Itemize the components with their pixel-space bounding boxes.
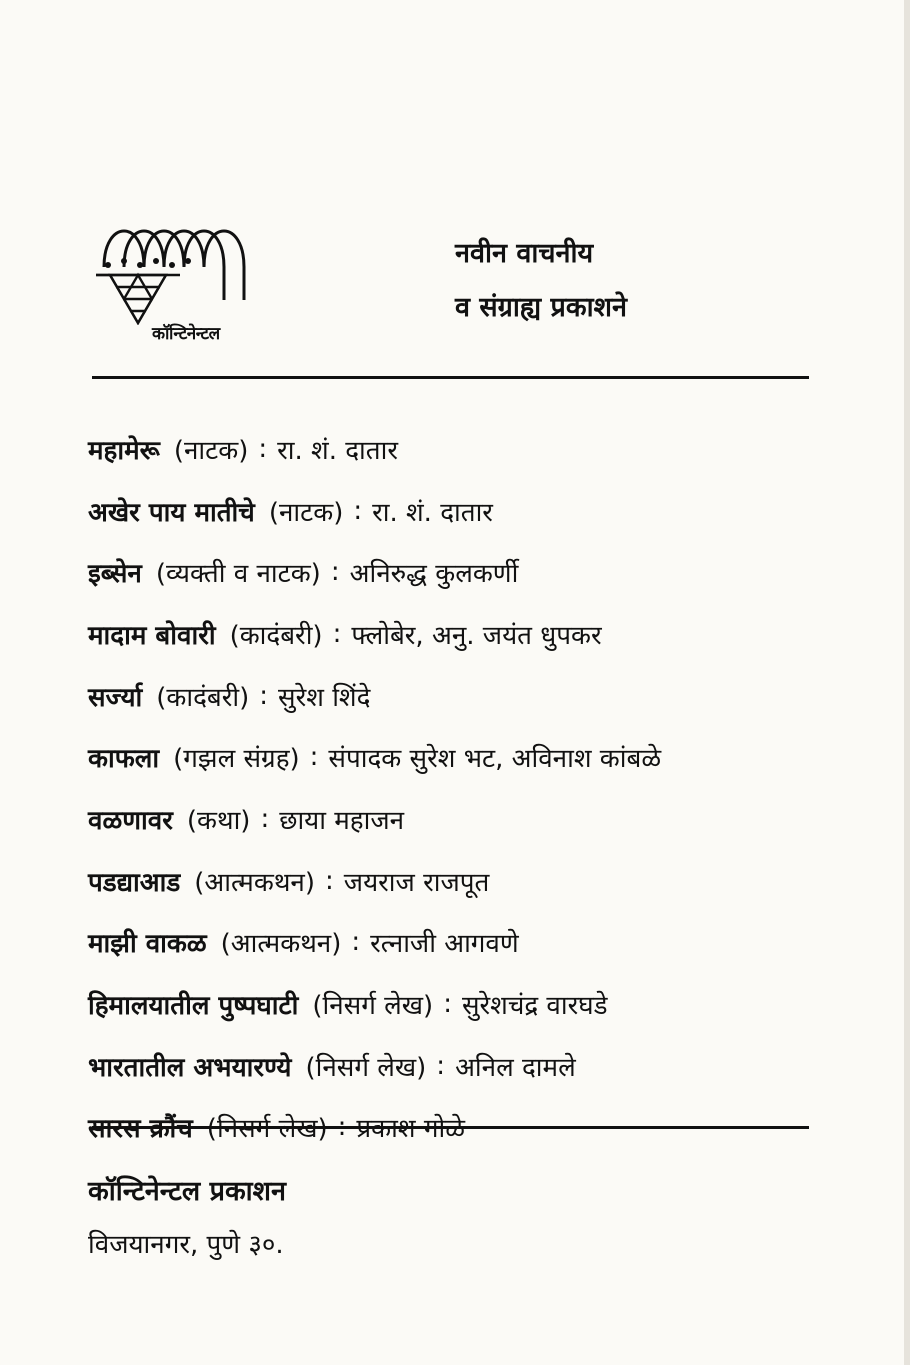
separator: : bbox=[443, 989, 452, 1020]
book-title: हिमालयातील पुष्पघाटी bbox=[88, 991, 299, 1022]
tagline bbox=[455, 227, 627, 335]
book-genre: (गझल संग्रह) bbox=[173, 744, 300, 775]
list-item bbox=[88, 665, 818, 727]
book-genre: (व्यक्ती व नाटक) bbox=[155, 559, 321, 590]
publisher-logo bbox=[90, 205, 260, 350]
header bbox=[90, 205, 810, 355]
separator: : bbox=[353, 495, 363, 526]
separator: : bbox=[332, 618, 342, 649]
book-genre: (कादंबरी) bbox=[156, 682, 250, 713]
list-item bbox=[88, 603, 818, 665]
separator: : bbox=[436, 1050, 446, 1081]
top-divider bbox=[92, 376, 809, 379]
book-title: इब्सेन bbox=[88, 559, 142, 590]
book-title: माझी वाकळ bbox=[88, 929, 207, 960]
publisher-name: कॉन्टिनेन्टल प्रकाशन bbox=[88, 1176, 287, 1207]
book-author: संपादक सुरेश भट, अविनाश कांबळे bbox=[328, 744, 662, 775]
book-genre: (निसर्ग लेख) bbox=[206, 1114, 328, 1145]
book-author: छाया महाजन bbox=[279, 805, 405, 836]
book-genre: (निसर्ग लेख) bbox=[312, 991, 434, 1022]
book-title: अखेर पाय मातीचे bbox=[88, 497, 255, 528]
book-genre: (नाटक) bbox=[268, 497, 344, 528]
book-genre: (कथा) bbox=[186, 805, 251, 836]
book-author: रत्नाजी आगवणे bbox=[370, 929, 519, 960]
separator: : bbox=[259, 680, 269, 711]
tagline-line-1: नवीन वाचनीय bbox=[455, 238, 594, 269]
list-item bbox=[88, 788, 818, 850]
tagline-line-2: व संग्राह्य प्रकाशने bbox=[455, 292, 627, 323]
book-author: सुरेशचंद्र वारघडे bbox=[461, 991, 608, 1022]
list-item bbox=[88, 418, 818, 480]
book-title: वळणावर bbox=[88, 805, 173, 836]
separator: : bbox=[325, 865, 334, 896]
separator: : bbox=[337, 1112, 347, 1143]
book-title: सर्ज्या bbox=[88, 682, 143, 713]
publisher-address: विजयानगर, पुणे ३०. bbox=[88, 1230, 284, 1260]
book-author: जयराज राजपूत bbox=[343, 867, 490, 898]
book-title: काफला bbox=[88, 744, 160, 775]
book-author: अनिरुद्ध कुलकर्णी bbox=[349, 559, 519, 590]
book-title: सारस क्रौंच bbox=[88, 1114, 193, 1145]
list-item bbox=[88, 480, 818, 542]
book-genre: (आत्मकथन) bbox=[220, 929, 342, 960]
publisher-block bbox=[88, 1165, 286, 1271]
list-item bbox=[88, 726, 818, 788]
book-title: मादाम बोवारी bbox=[88, 620, 216, 651]
arches-logo-icon bbox=[90, 205, 260, 325]
separator: : bbox=[258, 433, 268, 464]
book-genre: (आत्मकथन) bbox=[194, 867, 316, 898]
separator: : bbox=[351, 927, 361, 958]
book-title: पडद्याआड bbox=[88, 867, 181, 898]
list-item bbox=[88, 1035, 818, 1097]
book-title: भारतातील अभयारण्ये bbox=[88, 1052, 292, 1083]
book-author: अनिल दामले bbox=[455, 1052, 576, 1083]
list-item bbox=[88, 973, 818, 1035]
book-author: सुरेश शिंदे bbox=[278, 682, 371, 713]
book-author: रा. शं. दातार bbox=[372, 497, 493, 528]
bottom-divider bbox=[92, 1126, 809, 1129]
book-genre: (निसर्ग लेख) bbox=[305, 1052, 427, 1083]
book-author: रा. शं. दातार bbox=[277, 435, 398, 466]
book-list bbox=[88, 418, 818, 1158]
list-item bbox=[88, 541, 818, 603]
book-author: फ्लोबेर, अनु. जयंत धुपकर bbox=[351, 620, 602, 651]
book-author: प्रकाश गोळे bbox=[356, 1114, 465, 1145]
book-genre: (कादंबरी) bbox=[229, 620, 323, 651]
separator: : bbox=[330, 557, 340, 588]
book-genre: (नाटक) bbox=[173, 435, 249, 466]
book-title: महामेरू bbox=[88, 435, 160, 466]
separator: : bbox=[309, 742, 319, 773]
logo-text: कॉन्टिनेन्टल bbox=[152, 324, 220, 344]
list-item bbox=[88, 912, 818, 974]
list-item bbox=[88, 850, 818, 912]
separator: : bbox=[260, 803, 270, 834]
